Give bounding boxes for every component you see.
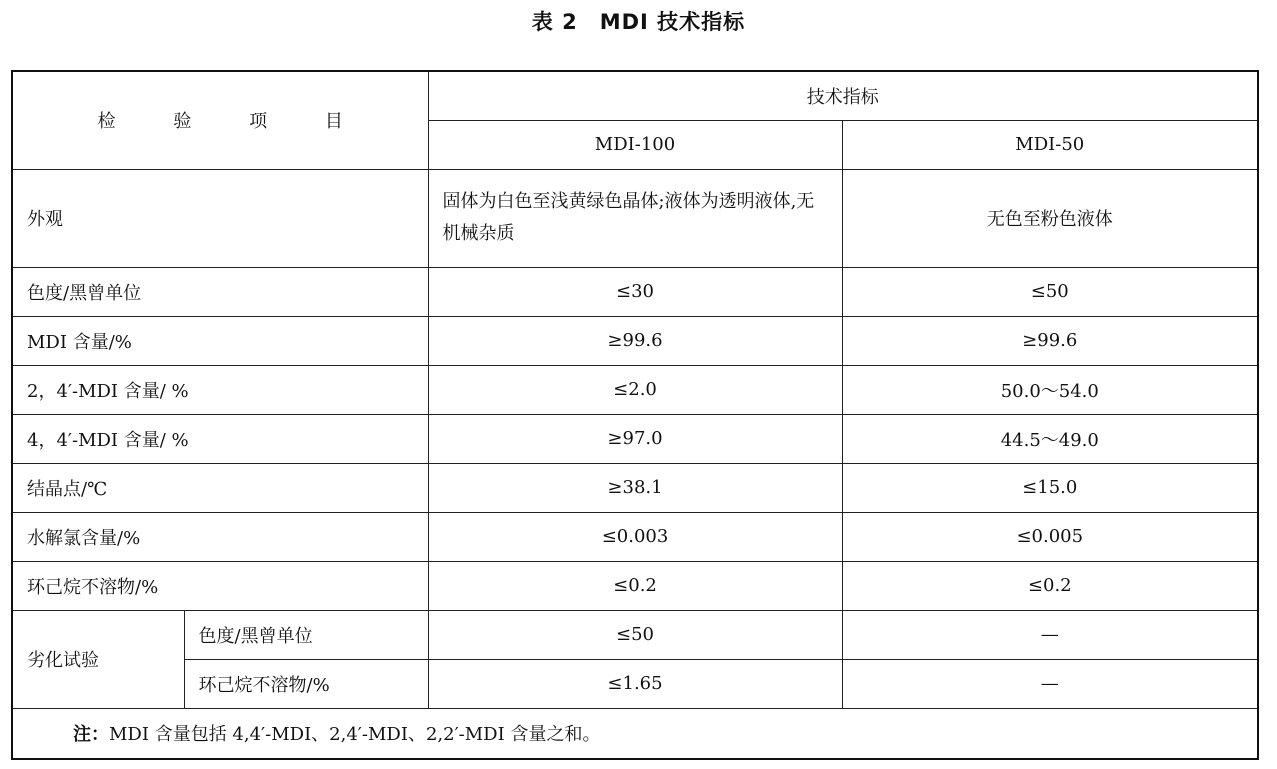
note-prefix: 注： — [73, 724, 109, 746]
table-row — [12, 512, 1258, 561]
table-row — [12, 659, 1258, 708]
table-row — [12, 267, 1258, 316]
row-value-2: ≤15.0 — [842, 463, 1258, 512]
table-row — [12, 169, 1258, 267]
row-value-1: ≤1.65 — [428, 659, 842, 708]
row-value-1: ≤50 — [428, 610, 842, 659]
row-item: 外观 — [12, 169, 428, 267]
row-value-2: ≤0.005 — [842, 512, 1258, 561]
row-item: 色度/黑曾单位 — [184, 610, 428, 659]
row-item: 2，4′-MDI 含量/ % — [12, 365, 428, 414]
row-value-2: — — [842, 659, 1258, 708]
table-row — [12, 365, 1258, 414]
table-note — [12, 708, 1258, 759]
row-value-1: ≤30 — [428, 267, 842, 316]
row-item: 环己烷不溶物/% — [12, 561, 428, 610]
row-value-1: ≥97.0 — [428, 414, 842, 463]
row-value-1: ≤2.0 — [428, 365, 842, 414]
row-value-2: ≤50 — [842, 267, 1258, 316]
header-spec: 技术指标 — [428, 71, 1258, 120]
aging-test-label: 劣化试验 — [12, 610, 184, 708]
note-text: MDI 含量包括 4,4′-MDI、2,4′-MDI、2,2′-MDI 含量之和。 — [109, 724, 601, 746]
table-row — [12, 463, 1258, 512]
row-value-2: 44.5～49.0 — [842, 414, 1258, 463]
row-value-2: ≤0.2 — [842, 561, 1258, 610]
row-value-1: ≥99.6 — [428, 316, 842, 365]
row-item: 水解氯含量/% — [12, 512, 428, 561]
header-grade-2: MDI-50 — [842, 120, 1258, 169]
table-row — [12, 561, 1258, 610]
row-value-1: ≥38.1 — [428, 463, 842, 512]
row-value-1: ≤0.003 — [428, 512, 842, 561]
row-item: 色度/黑曾单位 — [12, 267, 428, 316]
row-item: 环己烷不溶物/% — [184, 659, 428, 708]
table-title: 表 2 MDI 技术指标 — [531, 10, 746, 34]
row-value-2: 50.0～54.0 — [842, 365, 1258, 414]
header-item: 检 验 项 目 — [12, 71, 428, 169]
spec-table — [11, 70, 1259, 760]
row-item: MDI 含量/% — [12, 316, 428, 365]
table-row — [12, 414, 1258, 463]
row-item: 结晶点/℃ — [12, 463, 428, 512]
row-value-1: 固体为白色至浅黄绿色晶体;液体为透明液体,无机械杂质 — [428, 169, 842, 267]
header-grade-1: MDI-100 — [428, 120, 842, 169]
row-value-2: — — [842, 610, 1258, 659]
row-value-2: ≥99.6 — [842, 316, 1258, 365]
row-item: 4，4′-MDI 含量/ % — [12, 414, 428, 463]
row-value-2: 无色至粉色液体 — [842, 169, 1258, 267]
note-row — [12, 708, 1258, 759]
table-row — [12, 316, 1258, 365]
row-value-1: ≤0.2 — [428, 561, 842, 610]
table-row — [12, 610, 1258, 659]
